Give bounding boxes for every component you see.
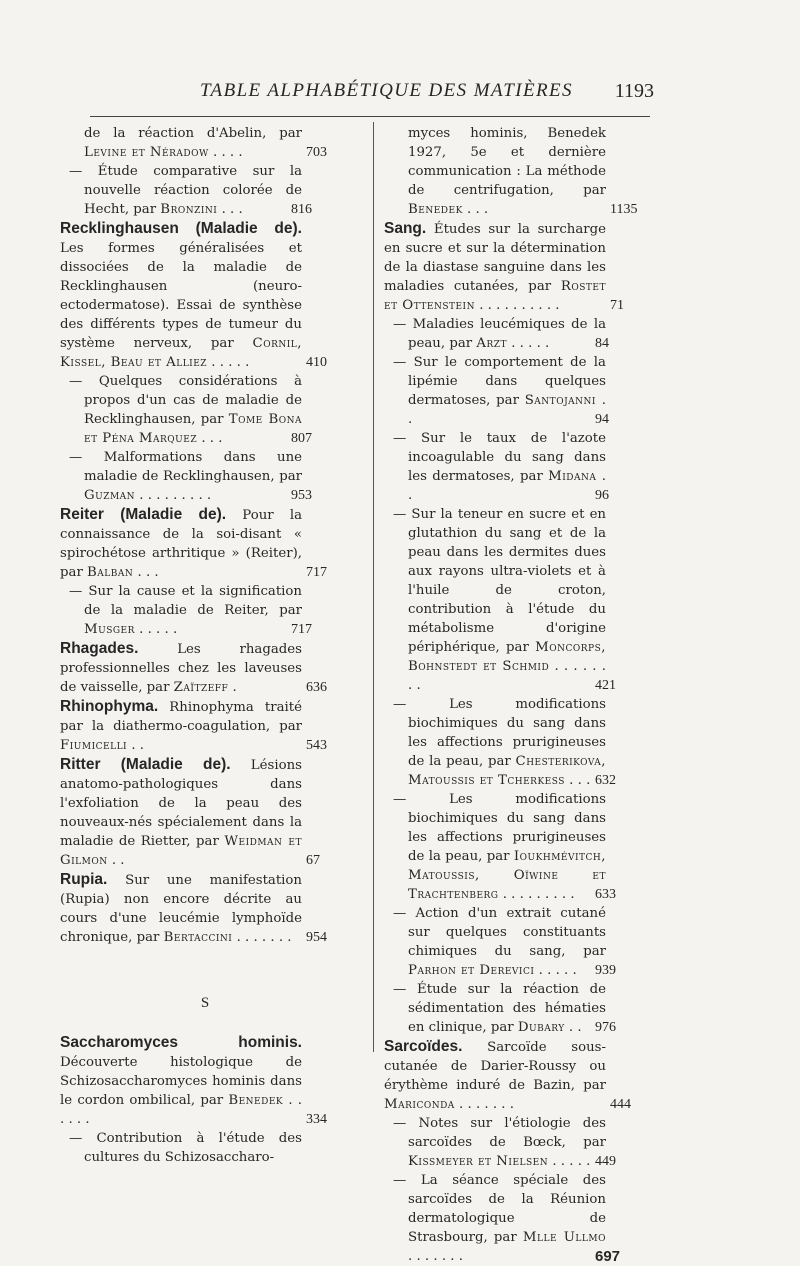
entry-authors: Rostet et Ottenstein [384, 279, 606, 313]
index-entry [60, 870, 350, 947]
index-entry [384, 315, 654, 353]
entry-heading: Saccharomyces hominis. [60, 1034, 302, 1051]
entry-text: Pour la connaissance de la soi-disant « spirochétose arthritique » (Reiter), par [60, 508, 302, 580]
index-entry [60, 448, 350, 505]
dot-leader: . . . . . [507, 336, 550, 351]
entry-text: Découverte histologique de Schizosaccharomyces hominis dans le cordon ombilical, par [60, 1055, 302, 1108]
dot-leader: . . . . . . . [454, 1097, 514, 1112]
entry-authors: Moncorps, Bohnstedt et Schmid [408, 640, 606, 674]
dot-leader: . . . [133, 565, 159, 580]
entry-authors: Bertaccini [163, 930, 233, 945]
entry-page-number: 954 [306, 930, 327, 945]
entry-authors: Guzman [84, 488, 136, 503]
entry-page-number: 334 [306, 1112, 327, 1127]
entry-text: — Étude sur la réaction de sédimentation des hématies en clinique, par [393, 982, 606, 1035]
entry-heading: Rupia. [60, 871, 108, 888]
entry-authors: Levine et Néradow [84, 145, 209, 160]
entry-authors: Midana [548, 469, 597, 484]
entry-page-number: 636 [306, 680, 327, 695]
index-entry [60, 1129, 350, 1167]
index-entry [384, 429, 654, 505]
entry-heading: Recklinghausen (Maladie de). [60, 220, 302, 237]
page-header [60, 80, 654, 110]
entry-text: myces hominis, Benedek 1927, 5e et dernière communication : La méthode de centrifugation, par [408, 126, 606, 198]
dot-leader: . . . . . . . [232, 930, 292, 945]
entry-heading: Sang. [384, 220, 427, 237]
dot-leader: . . . [462, 202, 489, 217]
index-entry [60, 372, 350, 448]
header-rule [90, 116, 650, 117]
entry-page-number: 67 [306, 853, 320, 868]
entry-text: — Sur le taux de l'azote incoagulable du sang dans les dermatoses, par [393, 431, 606, 484]
index-entry [384, 219, 654, 315]
left-s-entries [60, 1033, 350, 1167]
entry-authors: Bronzini [160, 202, 218, 217]
dot-leader: . . [127, 738, 145, 753]
index-entry [60, 1033, 350, 1129]
entry-text: — Notes sur l'étiologie des sarcoïdes de Bœck, par [393, 1116, 606, 1150]
index-entry [384, 124, 654, 219]
dot-leader: . . . . . . . . [408, 659, 606, 693]
dot-leader: . . . . . [134, 622, 178, 637]
entry-text: de la réaction d'Abelin, par [84, 126, 302, 141]
index-entry [60, 219, 350, 372]
entry-authors: Weidman et Gilmon [60, 834, 302, 868]
entry-page-number: 1135 [610, 202, 638, 217]
column-divider [373, 122, 374, 1052]
left-column [60, 124, 350, 1167]
entry-text: — Étude comparative sur la nouvelle réaction colorée de Hecht, par [69, 164, 302, 217]
entry-text: Les rhagades professionnelles chez les laveuses de vaisselle, par [60, 642, 302, 695]
entry-authors: Ioukhmévitch, Matoussis, Oïwine et Trachtenberg [408, 849, 606, 902]
entry-text: — Les modifications biochimiques du sang dans les affections prurigineuses de la peau, par [393, 792, 606, 864]
entry-page-number: 632 [595, 773, 616, 788]
dot-leader: . . [564, 1020, 582, 1035]
entry-page-number: 939 [595, 963, 616, 978]
index-entry [384, 904, 654, 980]
dot-leader: . . . . [208, 145, 243, 160]
entry-page-number: 703 [306, 145, 327, 160]
entry-text: — Sur la cause et la signification de la maladie de Reiter, par [69, 584, 302, 618]
entry-authors: Musger [84, 622, 135, 637]
entry-heading: Ritter (Maladie de). [60, 756, 231, 773]
index-entry [384, 1171, 654, 1266]
dot-leader: . [228, 680, 237, 695]
entry-heading: Reiter (Maladie de). [60, 506, 227, 523]
entry-page-number: 717 [291, 622, 312, 637]
entry-authors: Fiumicelli [60, 738, 128, 753]
index-entry [384, 1037, 654, 1114]
entry-page-number: 84 [595, 336, 609, 351]
entry-authors: Dubary [517, 1020, 565, 1035]
index-entry [60, 639, 350, 697]
entry-page-number: 717 [306, 565, 327, 580]
entry-page-number: 96 [595, 488, 609, 503]
right-column [384, 124, 654, 1266]
dot-leader: . . [107, 853, 125, 868]
index-entry [384, 505, 654, 695]
index-entry [60, 697, 350, 755]
entry-text: — Sur le comportement de la lipémie dans quelques dermatoses, par [393, 355, 606, 408]
entry-authors: Benedek [408, 202, 463, 217]
entry-text: — Maladies leucémiques de la peau, par [393, 317, 606, 351]
entry-text: Sur une manifestation (Rupia) non encore décrite au cours d'une leucémie lymphoïde chronique, par [60, 873, 302, 945]
entry-text: Les formes généralisées et dissociées de la maladie de Recklinghausen (neuro-ectodermatose). Essai de synthèse des différents types de tumeur du système nerveux, par [60, 241, 302, 351]
index-entry [60, 162, 350, 219]
dot-leader: . . . . . . . . . [135, 488, 212, 503]
entry-text: — Sur la teneur en sucre et en glutathion du sang et de la peau dans les dermites dues aux rayons ultra-violets et à l'huile de croton, contribution à l'étude du métabolisme d'origine périphérique, par [393, 507, 606, 655]
dot-leader: . . [408, 469, 606, 503]
index-entry [384, 980, 654, 1037]
entry-authors: Cornil, Kissel, Beau et Alliez [60, 336, 302, 370]
entry-page-number: 410 [306, 355, 327, 370]
entry-page-number: 449 [595, 1154, 616, 1169]
entry-text: Rhinophyma traité par la diathermo-coagulation, par [60, 700, 302, 734]
index-entry [384, 790, 654, 904]
entry-authors: Mariconda [384, 1097, 455, 1112]
dot-leader: . . . [564, 773, 591, 788]
entry-page-number: 953 [291, 488, 312, 503]
index-entry [384, 353, 654, 429]
entry-authors: Tome Bona et Péna Marquez [84, 412, 302, 446]
index-entry [60, 582, 350, 639]
index-entry [384, 1114, 654, 1171]
right-entries [384, 124, 654, 1266]
index-entry [384, 695, 654, 790]
entry-page-number: 697 [595, 1248, 621, 1265]
entry-page-number: 543 [306, 738, 327, 753]
page-number: 1193 [614, 80, 654, 102]
dot-leader: . . . . . . . . . [498, 887, 575, 902]
dot-leader: . . . . . [534, 963, 577, 978]
entry-heading: Sarcoïdes. [384, 1038, 463, 1055]
entry-text: — Action d'un extrait cutané sur quelques constituants chimiques du sang, par [393, 906, 606, 959]
dot-leader: . . . [217, 202, 243, 217]
dot-leader: . . . [197, 431, 223, 446]
entry-text: Sarcoïde sous-cutanée de Darier-Roussy ou érythème induré de Bazin, par [384, 1040, 606, 1093]
entry-authors: Balban [87, 565, 134, 580]
entry-page-number: 444 [610, 1097, 631, 1112]
entry-heading: Rhagades. [60, 640, 139, 657]
entry-heading: Rhinophyma. [60, 698, 159, 715]
index-entry [60, 505, 350, 582]
dot-leader: . . . . . . . [408, 1249, 463, 1264]
entry-authors: Benedek [228, 1093, 284, 1108]
dot-leader: . . . . . [548, 1154, 591, 1169]
entry-authors: Kissmeyer et Nielsen [408, 1154, 549, 1169]
entry-text: — Malformations dans une maladie de Recklinghausen, par [69, 450, 302, 484]
entry-authors: Mlle Ullmo [522, 1230, 606, 1245]
entry-page-number: 816 [291, 202, 312, 217]
dot-leader: . . [408, 393, 606, 427]
entry-text: — Contribution à l'étude des cultures du Schizosaccharo- [69, 1131, 302, 1165]
entry-authors: Chesterikova, Matoussis et Tcherkess [408, 754, 606, 788]
entry-page-number: 633 [595, 887, 616, 902]
entry-page-number: 421 [595, 678, 616, 693]
entry-text: — La séance spéciale des sarcoïdes de la Réunion dermatologique de Strasbourg, par [393, 1173, 606, 1245]
entry-page-number: 94 [595, 412, 609, 427]
dot-leader: . . . . . . . . . . [475, 298, 560, 313]
index-entry [60, 124, 350, 162]
entry-authors: Arzt [476, 336, 507, 351]
left-entries [60, 124, 350, 947]
entry-text: — Quelques considérations à propos d'un cas de maladie de Recklinghausen, par [69, 374, 302, 427]
dot-leader: . . . . . [207, 355, 250, 370]
entry-text: Études sur la surcharge en sucre et sur la détermination de la diastase sanguine dans les maladies cutanées, par [384, 222, 606, 294]
section-letter: S [200, 995, 210, 1011]
entry-page-number: 807 [291, 431, 312, 446]
entry-text: Lésions anatomo-pathologiques dans l'exfoliation de la peau des nouveaux-nés spécialement dans la maladie de Rietter, par [60, 758, 302, 849]
entry-authors: Santojanni [524, 393, 596, 408]
dot-leader: . . . . . . [60, 1093, 302, 1127]
entry-page-number: 976 [595, 1020, 616, 1035]
entry-page-number: 71 [610, 298, 624, 313]
index-entry [60, 755, 350, 870]
running-title: TABLE ALPHABÉTIQUE DES MATIÈRES [200, 80, 573, 101]
entry-authors: Zaïtzeff [173, 680, 229, 695]
entry-text: — Les modifications biochimiques du sang dans les affections prurigineuses de la peau, par [393, 697, 606, 769]
entry-authors: Parhon et Derevici [408, 963, 535, 978]
